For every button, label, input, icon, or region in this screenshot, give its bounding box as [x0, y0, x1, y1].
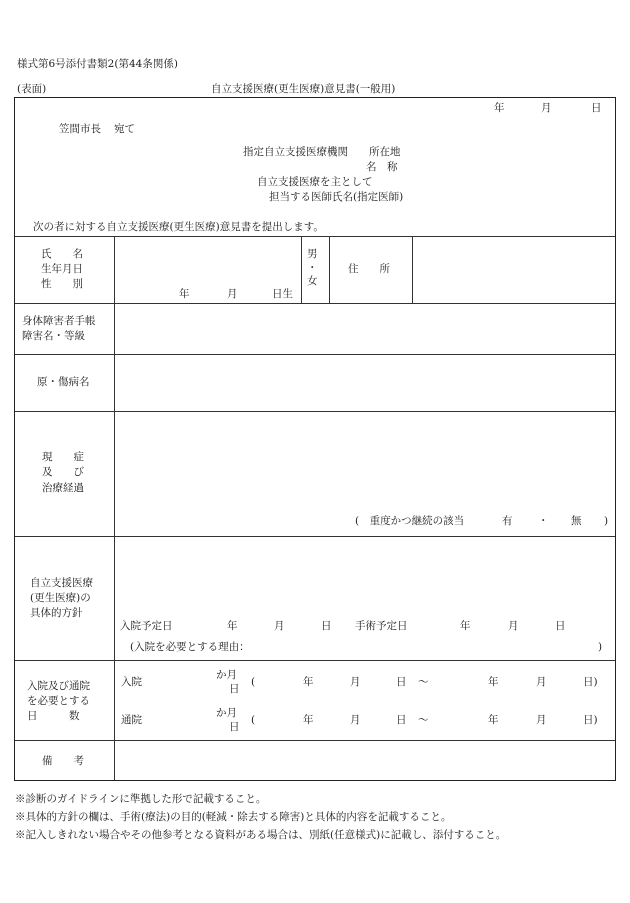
period-label-1: 入院及び通院 — [27, 680, 90, 692]
patient-sex-label: 性 別 — [41, 278, 83, 290]
label-column-divider — [114, 236, 115, 780]
outpatient-months: か月 — [216, 707, 237, 719]
outpatient-end-year: 年 — [488, 714, 499, 726]
admission-reason-label: (入院を必要とする理由： — [130, 641, 250, 653]
inpatient-end-month: 月 — [536, 676, 547, 688]
outpatient-start-month: 月 — [350, 714, 361, 726]
surgery-date-label: 手術予定日 — [355, 620, 408, 632]
plan-label-3: 具体的方針 — [30, 607, 83, 619]
doctor-label-2: 担当する医師氏名(指定医師) — [269, 191, 404, 203]
outpatient-end-month: 月 — [536, 714, 547, 726]
inpatient-start-day: 日 — [396, 676, 407, 688]
addressee-name: 笠間市長 — [59, 123, 101, 135]
surgery-year: 年 — [460, 620, 471, 632]
surgery-day: 日 — [555, 620, 566, 632]
condition-label-3: 治療経過 — [42, 482, 84, 494]
outpatient-label: 通院 — [121, 714, 142, 726]
outpatient-start-day: 日 — [396, 714, 407, 726]
intro-text: 次の者に対する自立支援医療(更生医療)意見書を提出します。 — [33, 221, 324, 233]
admission-year: 年 — [227, 620, 238, 632]
outpatient-end-day: 日) — [583, 714, 598, 726]
institution-address-label: 所在地 — [369, 146, 401, 158]
outpatient-open: ( — [251, 714, 256, 726]
severe-note: ( 重度かつ継続の該当 — [355, 515, 465, 527]
period-label-3: 日 数 — [27, 710, 80, 722]
inpatient-open: ( — [251, 676, 256, 688]
form-title: 自立支援医療(更生医療)意見書(一般用) — [211, 83, 396, 95]
outpatient-start-year: 年 — [303, 714, 314, 726]
severe-close: ) — [604, 515, 609, 527]
inpatient-start-year: 年 — [303, 676, 314, 688]
disease-label: 原・傷病名 — [37, 376, 90, 388]
note-item: ※具体的方針の欄は、手術(療法)の目的(軽減・除去する障害)と具体的内容を記載すること。 — [15, 811, 452, 823]
disability-label-1: 身体障害者手帳 — [22, 315, 96, 327]
birth-month: 月 — [227, 288, 238, 300]
inpatient-days: 日 — [229, 683, 240, 695]
condition-label-1: 現 症 — [42, 451, 84, 463]
inpatient-end-year: 年 — [488, 676, 499, 688]
severe-no: 無 — [571, 515, 582, 527]
row-divider — [15, 411, 615, 412]
row-divider — [15, 536, 615, 537]
birth-year: 年 — [179, 288, 190, 300]
row-divider — [15, 660, 615, 661]
remarks-label: 備 考 — [42, 755, 84, 767]
row-divider — [15, 236, 615, 237]
doctor-label-1: 自立支援医療を主として — [257, 176, 373, 188]
condition-label-2: 及 び — [42, 466, 84, 478]
plan-label-1: 自立支援医療 — [30, 577, 93, 589]
patient-birth-label: 生年月日 — [41, 263, 83, 275]
sex-column-left — [301, 236, 302, 303]
plan-label-2: (更生医療)の — [30, 592, 91, 604]
admission-month: 月 — [274, 620, 285, 632]
sex-female: 女 — [307, 275, 318, 287]
inpatient-months: か月 — [216, 669, 237, 681]
sex-separator: ・ — [307, 262, 318, 274]
admission-date-label: 入院予定日 — [120, 620, 173, 632]
sex-column-right — [329, 236, 330, 303]
admission-reason-close: ) — [598, 641, 603, 653]
date-month: 月 — [541, 102, 552, 114]
severe-dot: ・ — [538, 515, 549, 527]
severe-yes: 有 — [502, 515, 513, 527]
note-item: ※記入しきれない場合やその他参考となる資料がある場合は、別紙(任意様式)に記載し、添付すること。 — [15, 829, 507, 841]
addressee-suffix: 宛て — [114, 123, 135, 135]
inpatient-start-month: 月 — [350, 676, 361, 688]
period-label-2: を必要とする — [27, 695, 90, 707]
institution-name-label: 名 称 — [366, 161, 398, 173]
row-divider — [15, 303, 615, 304]
institution-label: 指定自立支援医療機関 — [243, 146, 348, 158]
row-divider — [15, 354, 615, 355]
birth-day: 日生 — [272, 288, 293, 300]
inpatient-tilde: ～ — [418, 676, 429, 688]
inpatient-end-day: 日) — [583, 676, 598, 688]
note-item: ※診断のガイドラインに準拠した形で記載すること。 — [15, 793, 267, 805]
disability-label-2: 障害名・等級 — [22, 330, 85, 342]
patient-name-label: 氏 名 — [41, 248, 83, 260]
row-divider — [15, 740, 615, 741]
outpatient-days: 日 — [229, 721, 240, 733]
patient-address-label: 住 所 — [348, 263, 390, 275]
date-year: 年 — [494, 102, 505, 114]
outpatient-tilde: ～ — [418, 714, 429, 726]
form-number: 様式第6号添付書類2(第44条関係) — [17, 58, 178, 70]
sex-male: 男 — [307, 248, 318, 260]
date-day: 日 — [591, 102, 602, 114]
inpatient-label: 入院 — [121, 676, 142, 688]
side-label: (表面) — [17, 83, 47, 95]
admission-day: 日 — [321, 620, 332, 632]
surgery-month: 月 — [508, 620, 519, 632]
address-column-divider — [412, 236, 413, 303]
